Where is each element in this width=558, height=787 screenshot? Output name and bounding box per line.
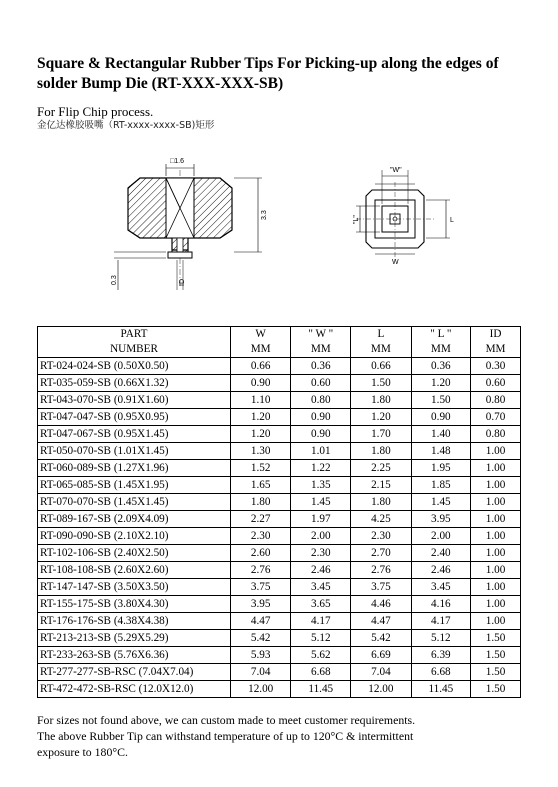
table-cell: 6.39 xyxy=(411,647,471,664)
table-cell: 4.16 xyxy=(411,596,471,613)
table-cell: 1.00 xyxy=(471,545,521,562)
table-row xyxy=(38,392,521,409)
table-cell: 2.70 xyxy=(351,545,411,562)
part-number-cell: RT-108-108-SB (2.60X2.60) xyxy=(38,562,231,579)
table-cell: 6.68 xyxy=(291,664,351,681)
table-cell: 5.12 xyxy=(411,630,471,647)
header-w-unit: MM xyxy=(231,342,291,358)
table-cell: 3.45 xyxy=(291,579,351,596)
header-part-unit: NUMBER xyxy=(38,342,231,358)
table-cell: 0.80 xyxy=(291,392,351,409)
table-cell: 1.80 xyxy=(351,443,411,460)
table-row xyxy=(38,460,521,477)
subtitle: For Flip Chip process. xyxy=(37,104,154,119)
table-cell: 1.22 xyxy=(291,460,351,477)
table-row xyxy=(38,664,521,681)
table-cell: 1.50 xyxy=(471,681,521,698)
table-cell: 2.00 xyxy=(291,528,351,545)
part-number-cell: RT-047-047-SB (0.95X0.95) xyxy=(38,409,231,426)
table-cell: 1.35 xyxy=(291,477,351,494)
table-row xyxy=(38,579,521,596)
header-l-inner-unit: MM xyxy=(411,342,471,358)
table-cell: 1.50 xyxy=(471,664,521,681)
tip-section-drawing xyxy=(110,150,280,300)
part-number-cell: RT-102-106-SB (2.40X2.50) xyxy=(38,545,231,562)
header-id: ID xyxy=(471,327,521,343)
dim-l-inner: "L" xyxy=(353,215,360,224)
table-row xyxy=(38,494,521,511)
table-cell: 1.00 xyxy=(471,460,521,477)
table-cell: 1.00 xyxy=(471,511,521,528)
header-id-unit: MM xyxy=(471,342,521,358)
table-cell: 0.66 xyxy=(351,358,411,375)
table-cell: 3.45 xyxy=(411,579,471,596)
table-cell: 2.25 xyxy=(351,460,411,477)
table-cell: 1.85 xyxy=(411,477,471,494)
part-number-cell: RT-070-070-SB (1.45X1.45) xyxy=(38,494,231,511)
table-cell: 2.46 xyxy=(291,562,351,579)
table-row xyxy=(38,477,521,494)
table-cell: 0.70 xyxy=(471,409,521,426)
table-cell: 1.50 xyxy=(351,375,411,392)
table-cell: 0.60 xyxy=(471,375,521,392)
dim-id: ID xyxy=(179,279,186,286)
header-row-units xyxy=(38,342,521,358)
footer-line-3: exposure to 180°C. xyxy=(37,745,128,759)
table-cell: 7.04 xyxy=(231,664,291,681)
header-l-unit: MM xyxy=(351,342,411,358)
table-cell: 1.50 xyxy=(411,392,471,409)
table-cell: 6.69 xyxy=(351,647,411,664)
table-cell: 7.04 xyxy=(351,664,411,681)
table-cell: 1.80 xyxy=(351,494,411,511)
table-cell: 1.00 xyxy=(471,494,521,511)
table-cell: 1.00 xyxy=(471,528,521,545)
part-number-cell: RT-047-067-SB (0.95X1.45) xyxy=(38,426,231,443)
table-cell: 1.00 xyxy=(471,579,521,596)
dim-height: 3.3 xyxy=(261,210,268,220)
table-cell: 12.00 xyxy=(231,681,291,698)
table-cell: 1.00 xyxy=(471,596,521,613)
part-number-cell: RT-233-263-SB (5.76X6.36) xyxy=(38,647,231,664)
part-number-cell: RT-472-472-SB-RSC (12.0X12.0) xyxy=(38,681,231,698)
tip-bottom-view-drawing xyxy=(350,160,480,270)
table-cell: 1.80 xyxy=(351,392,411,409)
table-cell: 1.20 xyxy=(411,375,471,392)
table-cell: 2.15 xyxy=(351,477,411,494)
dim-w-outer: W xyxy=(392,259,399,266)
table-cell: 1.00 xyxy=(471,562,521,579)
part-number-cell: RT-065-085-SB (1.45X1.95) xyxy=(38,477,231,494)
header-part: PART xyxy=(38,327,231,343)
table-cell: 1.50 xyxy=(471,647,521,664)
header-w-inner-unit: MM xyxy=(291,342,351,358)
header-row-top xyxy=(38,327,521,343)
dim-l-outer: L xyxy=(450,217,454,224)
spec-table-body xyxy=(38,358,521,698)
table-cell: 1.20 xyxy=(231,409,291,426)
table-cell: 2.00 xyxy=(411,528,471,545)
table-cell: 2.46 xyxy=(411,562,471,579)
table-cell: 5.12 xyxy=(291,630,351,647)
table-cell: 2.27 xyxy=(231,511,291,528)
part-number-cell: RT-043-070-SB (0.91X1.60) xyxy=(38,392,231,409)
table-row xyxy=(38,613,521,630)
table-cell: 1.50 xyxy=(471,630,521,647)
table-cell: 1.40 xyxy=(411,426,471,443)
table-cell: 0.80 xyxy=(471,392,521,409)
table-row xyxy=(38,647,521,664)
part-number-cell: RT-024-024-SB (0.50X0.50) xyxy=(38,358,231,375)
dim-w-inner: "W" xyxy=(390,167,402,174)
table-row xyxy=(38,511,521,528)
table-cell: 3.75 xyxy=(351,579,411,596)
header-w-inner: " W " xyxy=(291,327,351,343)
table-row xyxy=(38,681,521,698)
header-w: W xyxy=(231,327,291,343)
table-row xyxy=(38,562,521,579)
table-cell: 5.62 xyxy=(291,647,351,664)
footer-line-2: The above Rubber Tip can withstand temperature of up to 120°C & intermittent xyxy=(37,729,414,743)
part-number-cell: RT-090-090-SB (2.10X2.10) xyxy=(38,528,231,545)
part-number-cell: RT-060-089-SB (1.27X1.96) xyxy=(38,460,231,477)
table-cell: 11.45 xyxy=(291,681,351,698)
part-number-cell: RT-155-175-SB (3.80X4.30) xyxy=(38,596,231,613)
table-cell: 1.01 xyxy=(291,443,351,460)
table-row xyxy=(38,596,521,613)
table-row xyxy=(38,443,521,460)
table-row xyxy=(38,358,521,375)
table-cell: 1.20 xyxy=(231,426,291,443)
dim-bottom: 0.3 xyxy=(111,275,118,285)
table-cell: 1.30 xyxy=(231,443,291,460)
table-cell: 3.65 xyxy=(291,596,351,613)
table-cell: 0.90 xyxy=(411,409,471,426)
part-number-cell: RT-213-213-SB (5.29X5.29) xyxy=(38,630,231,647)
table-cell: 5.93 xyxy=(231,647,291,664)
part-number-cell: RT-035-059-SB (0.66X1.32) xyxy=(38,375,231,392)
table-cell: 4.47 xyxy=(351,613,411,630)
table-cell: 1.00 xyxy=(471,477,521,494)
table-cell: 4.47 xyxy=(231,613,291,630)
table-row xyxy=(38,375,521,392)
table-cell: 0.90 xyxy=(231,375,291,392)
table-cell: 1.95 xyxy=(411,460,471,477)
table-cell: 0.30 xyxy=(471,358,521,375)
table-row xyxy=(38,545,521,562)
table-cell: 6.68 xyxy=(411,664,471,681)
table-cell: 2.60 xyxy=(231,545,291,562)
part-number-cell: RT-050-070-SB (1.01X1.45) xyxy=(38,443,231,460)
table-cell: 0.36 xyxy=(291,358,351,375)
table-cell: 2.76 xyxy=(351,562,411,579)
table-cell: 11.45 xyxy=(411,681,471,698)
dim-top-width: □1.6 xyxy=(170,158,184,165)
table-cell: 0.60 xyxy=(291,375,351,392)
table-cell: 0.66 xyxy=(231,358,291,375)
table-row xyxy=(38,409,521,426)
subtitle-chinese: 金亿达橡胶吸嘴（RT-xxxx-xxxx-SB)矩形 xyxy=(37,120,215,131)
table-cell: 5.42 xyxy=(351,630,411,647)
table-row xyxy=(38,630,521,647)
spec-table xyxy=(37,326,521,698)
table-cell: 0.90 xyxy=(291,409,351,426)
table-cell: 1.80 xyxy=(231,494,291,511)
table-cell: 1.45 xyxy=(411,494,471,511)
table-cell: 12.00 xyxy=(351,681,411,698)
table-cell: 2.76 xyxy=(231,562,291,579)
table-cell: 1.10 xyxy=(231,392,291,409)
table-cell: 3.75 xyxy=(231,579,291,596)
table-cell: 1.00 xyxy=(471,613,521,630)
table-cell: 1.97 xyxy=(291,511,351,528)
table-cell: 2.40 xyxy=(411,545,471,562)
table-cell: 0.90 xyxy=(291,426,351,443)
header-l: L xyxy=(351,327,411,343)
table-cell: 4.25 xyxy=(351,511,411,528)
table-cell: 3.95 xyxy=(411,511,471,528)
part-number-cell: RT-277-277-SB-RSC (7.04X7.04) xyxy=(38,664,231,681)
table-cell: 2.30 xyxy=(351,528,411,545)
table-cell: 5.42 xyxy=(231,630,291,647)
table-cell: 4.17 xyxy=(291,613,351,630)
table-row xyxy=(38,528,521,545)
table-cell: 3.95 xyxy=(231,596,291,613)
table-cell: 1.65 xyxy=(231,477,291,494)
table-cell: 4.46 xyxy=(351,596,411,613)
table-cell: 1.45 xyxy=(291,494,351,511)
table-cell: 1.48 xyxy=(411,443,471,460)
table-cell: 1.52 xyxy=(231,460,291,477)
table-cell: 1.20 xyxy=(351,409,411,426)
table-cell: 1.70 xyxy=(351,426,411,443)
table-cell: 1.00 xyxy=(471,443,521,460)
table-row xyxy=(38,426,521,443)
table-cell: 2.30 xyxy=(291,545,351,562)
part-number-cell: RT-147-147-SB (3.50X3.50) xyxy=(38,579,231,596)
part-number-cell: RT-089-167-SB (2.09X4.09) xyxy=(38,511,231,528)
footer-line-1: For sizes not found above, we can custom made to meet customer requirements. xyxy=(37,713,416,727)
table-cell: 0.80 xyxy=(471,426,521,443)
header-l-inner: " L " xyxy=(411,327,471,343)
table-cell: 0.36 xyxy=(411,358,471,375)
footer-note xyxy=(37,712,527,760)
page-title: Square & Rectangular Rubber Tips For Picking-up along the edges of solder Bump Die (RT-XXX-XXX-SB) xyxy=(37,55,499,92)
part-number-cell: RT-176-176-SB (4.38X4.38) xyxy=(38,613,231,630)
table-cell: 2.30 xyxy=(231,528,291,545)
table-cell: 4.17 xyxy=(411,613,471,630)
